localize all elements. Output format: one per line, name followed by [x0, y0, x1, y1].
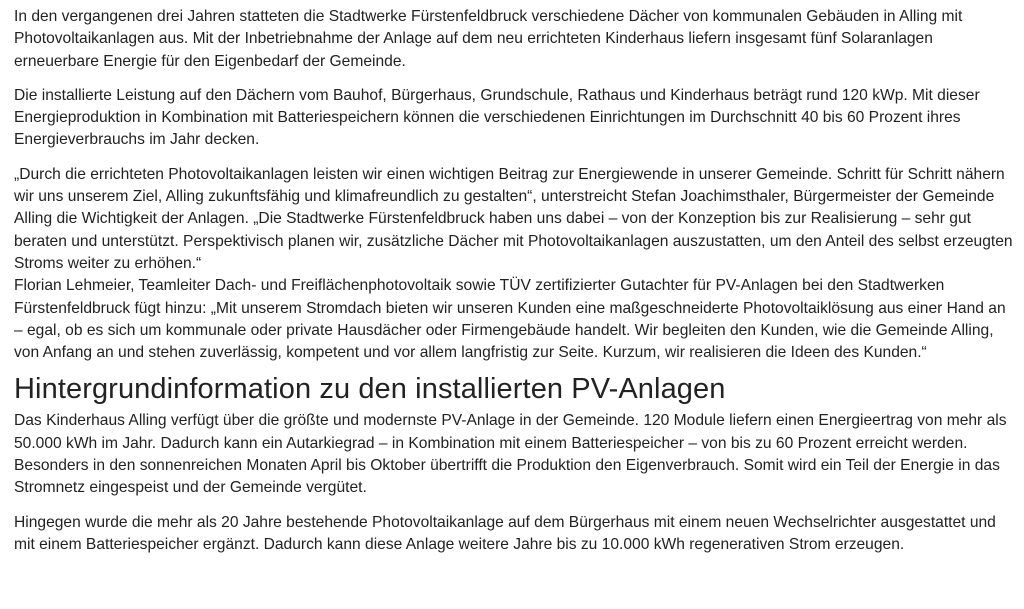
paragraph-kinderhaus: Das Kinderhaus Alling verfügt über die größte und modernste PV-Anlage in der Gemeinde. 120 Module liefern einen Energieertrag von mehr als 50.000 kWh im Jahr. Dadurch kann ein Autarkiegrad – in Kombination mit einem Batteriespeicher – von bis zu 60 Prozent erreicht werden. Besonders in den sonnenreichen Monaten April bis Oktober übertrifft die Produktion den Eigenverbrauch. Somit wird ein Teil der Energie in das Stromnetz eingespeist und der Gemeinde vergütet.: [14, 412, 1007, 497]
article-body: [14, 6, 1014, 556]
paragraph-mayor-quote: „Durch die errichteten Photovoltaikanlagen leisten wir einen wichtigen Beitrag zur Energiewende in unserer Gemeinde. Schritt für Schritt nähern wir uns unserem Ziel, Alling zukunftsfähig und klimafreundlich zu gestalten“, unterstreicht Stefan Joachimsthaler, Bürgermeister der Gemeinde Alling die Wichtigkeit der Anlagen. „Die Stadtwerke Fürstenfeldbruck haben uns dabei – von der Konzeption bis zur Realisierung – sehr gut beraten und unterstützt. Perspektivisch planen wir, zusätzliche Dächer mit Photovoltaikanlagen auszustatten, um den Anteil des selbst erzeugten Stroms weiter zu erhöhen.“: [14, 165, 1013, 272]
section-heading: Hintergrundinformation zu den installierten PV-Anlagen: [14, 373, 726, 406]
paragraph-lehmeier-quote: Florian Lehmeier, Teamleiter Dach- und Freiflächenphotovoltaik sowie TÜV zertifizierter Gutachter für PV-Anlagen bei den Stadtwerken Fürstenfeldbruck fügt hinzu: „Mit unserem Stromdach bieten wir unseren Kunden eine maßgeschneiderte Photovoltaiklösung aus einer Hand an – egal, ob es sich um kommunale oder private Hausdächer oder Firmengebäude handelt. Wir begleiten den Kunden, wie die Gemeinde Alling, von Anfang an und stehen zuverlässig, kompetent und vor allem langfristig zur Seite. Kurzum, wir realisieren die Ideen des Kunden.“: [14, 277, 1006, 362]
paragraph-intro: In den vergangenen drei Jahren statteten die Stadtwerke Fürstenfeldbruck verschiedene Dächer von kommunalen Gebäuden in Alling mit Photovoltaikanlagen aus. Mit der Inbetriebnahme der Anlage auf dem neu errichteten Kinderhaus liefern insgesamt fünf Solaranlagen erneuerbare Energie für den Eigenbedarf der Gemeinde.: [14, 8, 963, 70]
paragraph-buergerhaus: Hingegen wurde die mehr als 20 Jahre bestehende Photovoltaikanlage auf dem Bürgerhaus mit einem neuen Wechselrichter ausgestattet und mit einem Batteriespeicher ergänzt. Dadurch kann diese Anlage weitere Jahre bis zu 10.000 kWh regenerativen Strom erzeugen.: [14, 513, 996, 553]
paragraph-installed-capacity: Die installierte Leistung auf den Dächern vom Bauhof, Bürgerhaus, Grundschule, Rathaus und Kinderhaus beträgt rund 120 kWp. Mit dieser Energieproduktion in Kombination mit Batteriespeichern können die verschiedenen Einrichtungen im Durchschnitt 40 bis 60 Prozent ihres Energieverbrauchs im Jahr decken.: [14, 86, 980, 149]
